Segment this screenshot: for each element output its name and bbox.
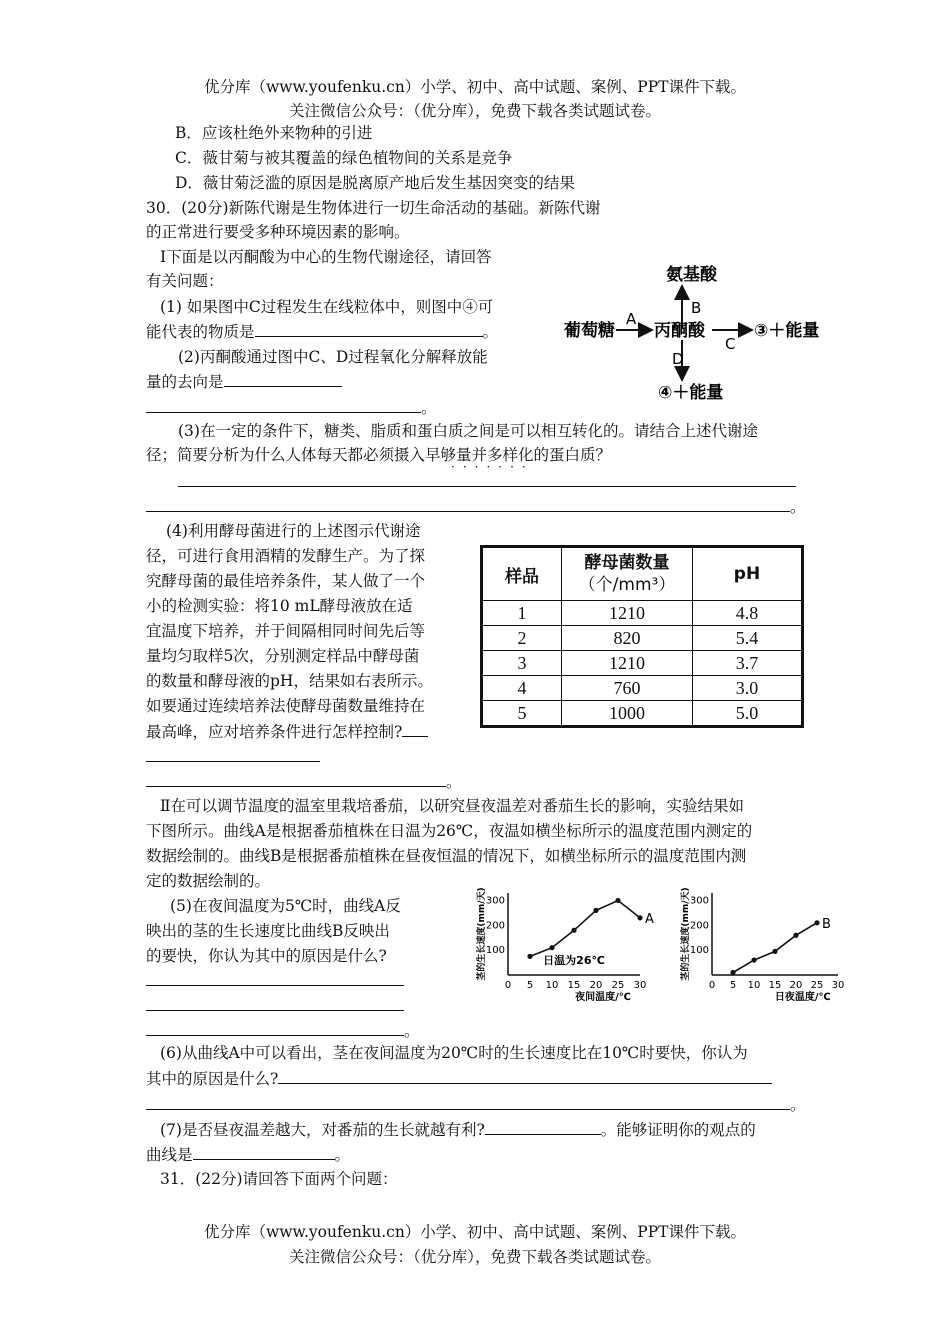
label-b: B xyxy=(691,299,702,317)
part1-b: 有关问题： xyxy=(146,272,224,290)
chart-curve-a xyxy=(472,885,662,1005)
s5-line-3: 的要快，你认为其中的原因是什么? xyxy=(146,947,387,965)
data-point xyxy=(772,949,777,954)
s4-line-8: 如要通过连续培养法使酵母菌数量维持在 xyxy=(146,697,426,715)
answer-line-3a[interactable] xyxy=(178,486,796,487)
data-point xyxy=(814,920,819,925)
y-tick-label: 200 xyxy=(689,920,709,932)
s6-period: 。 xyxy=(790,1096,806,1114)
cell-count: 1210 xyxy=(562,651,693,676)
answer-blank-1[interactable] xyxy=(255,320,483,337)
data-point xyxy=(593,908,598,913)
x-axis-label: 日夜温度/℃ xyxy=(774,992,831,1003)
data-point xyxy=(527,954,532,959)
answer-blank-4a[interactable] xyxy=(402,720,428,737)
x-tick-label: 20 xyxy=(589,980,603,991)
answer-line-5b[interactable] xyxy=(146,1010,404,1011)
data-point xyxy=(615,898,620,903)
cell-ph: 5.0 xyxy=(693,701,803,727)
x-tick-label: 10 xyxy=(747,980,761,991)
node-product-3: ③＋能量 xyxy=(754,321,820,341)
x-tick-label: 5 xyxy=(729,980,737,991)
cell-sample: 1 xyxy=(482,601,562,626)
data-point xyxy=(637,915,642,920)
data-point xyxy=(730,970,735,975)
s5-period: 。 xyxy=(404,1022,420,1040)
answer-blank-6b[interactable] xyxy=(146,1093,790,1110)
s7-line-2: 。能够证明你的观点的 xyxy=(600,1121,756,1139)
yeast-table xyxy=(480,545,804,728)
option-c: C．薇甘菊与被其覆盖的绿色植物间的关系是竞争 xyxy=(175,149,513,167)
node-product-4: ④＋能量 xyxy=(658,383,724,403)
data-point xyxy=(793,933,798,938)
s5-line-1: (5)在夜间温度为5℃时，曲线A反 xyxy=(170,897,401,915)
table-row xyxy=(482,676,803,701)
x-tick-label: 25 xyxy=(810,980,824,991)
metabolic-pathway-diagram xyxy=(560,258,840,406)
s7-line-3: 曲线是 xyxy=(146,1146,193,1164)
footer-line-1: 优分库（www.youfenku.cn）小学、初中、高中试题、案例、PPT课件下载。 xyxy=(203,1223,747,1241)
y-axis-label: 茎的生长速度(mm/天) xyxy=(681,887,691,981)
answer-blank-2a[interactable] xyxy=(224,370,342,387)
s7-line-1: (7)是否昼夜温差越大，对番茄的生长就越有利? xyxy=(160,1121,485,1139)
table-row xyxy=(482,626,803,651)
series-line xyxy=(733,923,817,973)
node-amino-acid: 氨基酸 xyxy=(666,265,717,285)
data-point xyxy=(571,928,576,933)
answer-blank-4c[interactable] xyxy=(146,770,446,787)
s2-period: 。 xyxy=(421,399,437,417)
s1-a: (1) 如果图中C过程发生在线粒体中，则图中④可 xyxy=(160,298,494,316)
s2-b: 量的去向是 xyxy=(146,373,224,391)
table-row xyxy=(482,651,803,676)
series-line xyxy=(530,901,640,957)
s1-period: 。 xyxy=(482,323,499,341)
part1-a: Ⅰ下面是以丙酮酸为中心的生物代谢途径，请回答 xyxy=(160,248,492,266)
header-line-1: 优分库（www.youfenku.cn）小学、初中、高中试题、案例、PPT课件下载。 xyxy=(203,78,747,96)
q31-title: 31．(22分)请回答下面两个问题： xyxy=(160,1170,398,1188)
cell-ph: 5.4 xyxy=(693,626,803,651)
part2-line-2: 下图所示。曲线A是根据番茄植株在日温为26℃，夜温如横坐标所示的温度范围内测定的 xyxy=(146,822,753,840)
label-c: C xyxy=(725,335,736,353)
table-header-count xyxy=(562,547,693,601)
cell-count: 1210 xyxy=(562,601,693,626)
s4-period: 。 xyxy=(446,773,462,791)
data-point xyxy=(751,957,756,962)
x-axis-label: 夜间温度/℃ xyxy=(575,992,631,1003)
answer-blank-7b[interactable] xyxy=(193,1143,335,1160)
answer-blank-2b[interactable] xyxy=(146,396,421,413)
s4-line-3: 究酵母菌的最佳培养条件，某人做了一个 xyxy=(146,572,426,590)
option-d: D．薇甘菊泛滥的原因是脱离原产地后发生基因突变的结果 xyxy=(175,174,575,192)
cell-sample: 2 xyxy=(482,626,562,651)
chart-curve-b xyxy=(676,885,856,1005)
cell-ph: 3.7 xyxy=(693,651,803,676)
s6-line-1: (6)从曲线A中可以看出，茎在夜间温度为20℃时的生长速度比在10℃时要快，你认为 xyxy=(160,1044,748,1062)
data-point xyxy=(549,945,554,950)
cell-sample: 3 xyxy=(482,651,562,676)
cell-count: 760 xyxy=(562,676,693,701)
answer-blank-6a[interactable] xyxy=(278,1067,772,1084)
s3-a: (3)在一定的条件下，糖类、脂质和蛋白质之间是可以相互转化的。请结合上述代谢途 xyxy=(178,422,758,440)
q30-intro-1: 30．(20分)新陈代谢是生物体进行一切生命活动的基础。新陈代谢 xyxy=(146,199,601,217)
y-axis-label: 茎的生长速度(mm/天) xyxy=(477,887,487,981)
answer-line-3b[interactable] xyxy=(146,495,790,512)
y-tick-label: 300 xyxy=(689,895,709,907)
part2-line-3: 数据绘制的。曲线B是根据番茄植株在昼夜恒温的情况下，如横坐标所示的温度范围内测 xyxy=(146,847,747,865)
part2-line-4: 定的数据绘制的。 xyxy=(146,872,271,890)
s7-period: 。 xyxy=(334,1146,351,1164)
x-tick-label: 15 xyxy=(768,980,782,991)
s4-line-6: 量均匀取样5次，分别测定样品中酵母菌 xyxy=(146,647,420,665)
s4-line-1: (4)利用酵母菌进行的上述图示代谢途 xyxy=(166,522,421,540)
table-header-count-name: 酵母菌数量 xyxy=(584,553,670,573)
cell-sample: 4 xyxy=(482,676,562,701)
chart-annotation: 日温为26℃ xyxy=(543,953,605,967)
x-tick-label: 0 xyxy=(708,980,716,991)
x-tick-label: 30 xyxy=(831,980,845,991)
s4-line-4: 小的检测实验：将10 mL酵母液放在适 xyxy=(146,597,413,615)
emphasis-dots: ······· xyxy=(451,460,534,474)
answer-line-5c[interactable] xyxy=(146,1019,404,1036)
x-tick-label: 15 xyxy=(567,980,581,991)
s1-b: 能代表的物质是 xyxy=(146,323,255,341)
node-pyruvate: 丙酮酸 xyxy=(654,321,705,341)
s2-a: (2)丙酮酸通过图中C、D过程氧化分解释放能 xyxy=(178,348,488,366)
y-tick-label: 300 xyxy=(485,895,505,907)
s3-period: 。 xyxy=(790,498,806,516)
x-tick-label: 10 xyxy=(545,980,559,991)
table-header-ph: pH xyxy=(693,547,803,601)
cell-count: 820 xyxy=(562,626,693,651)
answer-line-5a[interactable] xyxy=(146,985,404,986)
label-a: A xyxy=(626,310,637,328)
s4-line-7: 的数量和酵母液的pH，结果如右表所示。 xyxy=(146,672,433,690)
header-line-2: 关注微信公众号：（优分库），免费下载各类试题试卷。 xyxy=(288,102,661,120)
y-tick-label: 200 xyxy=(485,920,505,932)
x-tick-label: 25 xyxy=(611,980,625,991)
s6-line-2: 其中的原因是什么? xyxy=(146,1070,279,1088)
option-b: B．应该杜绝外来物种的引进 xyxy=(175,124,373,142)
x-tick-label: 30 xyxy=(633,980,647,991)
s4-line-2: 径，可进行食用酒精的发酵生产。为了探 xyxy=(146,547,426,565)
x-tick-label: 0 xyxy=(504,980,512,991)
cell-count: 1000 xyxy=(562,701,693,727)
answer-blank-4b[interactable] xyxy=(146,761,320,762)
s4-line-5: 宜温度下培养，并于间隔相同时间先后等 xyxy=(146,622,426,640)
cell-sample: 5 xyxy=(482,701,562,727)
table-row xyxy=(482,701,803,727)
cell-ph: 4.8 xyxy=(693,601,803,626)
table-row xyxy=(482,601,803,626)
s4-line-9: 最高峰，应对培养条件进行怎样控制? xyxy=(146,723,403,741)
answer-blank-7a[interactable] xyxy=(485,1118,601,1135)
x-tick-label: 20 xyxy=(789,980,803,991)
series-label: A xyxy=(645,911,654,927)
s5-line-2: 映出的茎的生长速度比曲线B反映出 xyxy=(146,922,390,940)
node-glucose: 葡萄糖 xyxy=(564,321,615,341)
y-tick-label: 100 xyxy=(485,945,505,957)
part2-line-1: Ⅱ在可以调节温度的温室里栽培番茄，以研究昼夜温差对番茄生长的影响，实验结果如 xyxy=(160,797,745,815)
y-tick-label: 100 xyxy=(689,945,709,957)
footer-line-2: 关注微信公众号：（优分库），免费下载各类试题试卷。 xyxy=(288,1248,661,1266)
table-header-count-unit: （个/mm³） xyxy=(578,575,676,595)
series-label: B xyxy=(822,916,831,932)
x-tick-label: 5 xyxy=(526,980,534,991)
cell-ph: 3.0 xyxy=(693,676,803,701)
table-header-sample: 样品 xyxy=(482,547,562,601)
label-d: D xyxy=(672,350,684,368)
s3-b: 径；简要分析为什么人体每天都必须摄入早够量并多样化的蛋白质？ xyxy=(146,446,612,464)
q30-intro-2: 的正常进行要受多种环境因素的影响。 xyxy=(146,223,410,241)
